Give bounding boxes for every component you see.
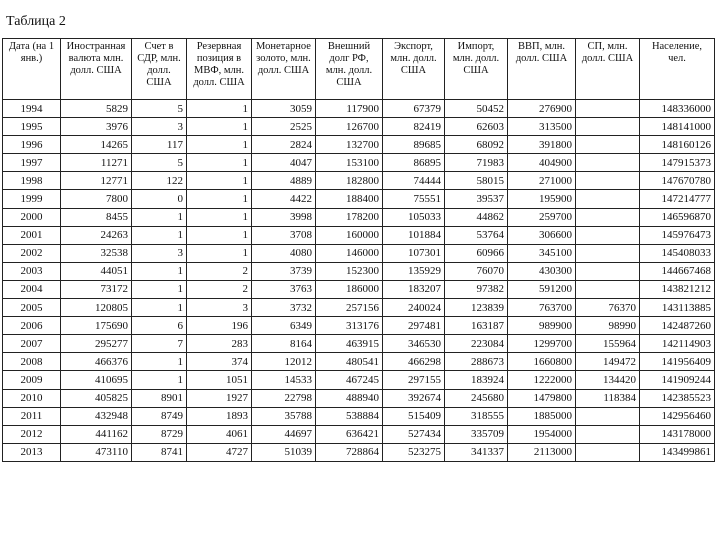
value-cell: 145976473 bbox=[640, 226, 715, 244]
value-cell: 1 bbox=[187, 208, 252, 226]
value-cell: 146596870 bbox=[640, 208, 715, 226]
value-cell: 3976 bbox=[61, 118, 132, 136]
table-row bbox=[3, 371, 715, 389]
value-cell: 5829 bbox=[61, 100, 132, 118]
value-cell: 404900 bbox=[508, 154, 576, 172]
value-cell: 4422 bbox=[252, 190, 316, 208]
value-cell: 313176 bbox=[316, 317, 383, 335]
value-cell: 391800 bbox=[508, 136, 576, 154]
value-cell: 276900 bbox=[508, 100, 576, 118]
value-cell: 134420 bbox=[576, 371, 640, 389]
value-cell: 67379 bbox=[383, 100, 445, 118]
value-cell: 44862 bbox=[445, 208, 508, 226]
value-cell: 53764 bbox=[445, 226, 508, 244]
value-cell: 763700 bbox=[508, 299, 576, 317]
value-cell: 12012 bbox=[252, 353, 316, 371]
value-cell: 3 bbox=[132, 244, 187, 262]
value-cell: 1660800 bbox=[508, 353, 576, 371]
value-cell: 163187 bbox=[445, 317, 508, 335]
value-cell: 123839 bbox=[445, 299, 508, 317]
value-cell: 1 bbox=[132, 262, 187, 280]
value-cell: 195900 bbox=[508, 190, 576, 208]
value-cell: 7800 bbox=[61, 190, 132, 208]
value-cell: 346530 bbox=[383, 335, 445, 353]
value-cell: 636421 bbox=[316, 425, 383, 443]
value-cell: 3998 bbox=[252, 208, 316, 226]
value-cell: 0 bbox=[132, 190, 187, 208]
value-cell: 105033 bbox=[383, 208, 445, 226]
value-cell: 463915 bbox=[316, 335, 383, 353]
value-cell: 1 bbox=[187, 190, 252, 208]
value-cell: 126700 bbox=[316, 118, 383, 136]
year-cell: 1995 bbox=[3, 118, 61, 136]
table-row bbox=[3, 244, 715, 262]
table-row bbox=[3, 353, 715, 371]
value-cell: 5 bbox=[132, 100, 187, 118]
value-cell: 1 bbox=[132, 226, 187, 244]
value-cell: 24263 bbox=[61, 226, 132, 244]
value-cell bbox=[576, 100, 640, 118]
value-cell: 141956409 bbox=[640, 353, 715, 371]
value-cell bbox=[576, 190, 640, 208]
value-cell: 14265 bbox=[61, 136, 132, 154]
table-row bbox=[3, 262, 715, 280]
value-cell: 1 bbox=[132, 299, 187, 317]
value-cell: 152300 bbox=[316, 262, 383, 280]
value-cell: 538884 bbox=[316, 407, 383, 425]
value-cell: 3059 bbox=[252, 100, 316, 118]
value-cell: 432948 bbox=[61, 407, 132, 425]
value-cell: 467245 bbox=[316, 371, 383, 389]
value-cell: 58015 bbox=[445, 172, 508, 190]
value-cell: 728864 bbox=[316, 443, 383, 461]
value-cell: 341337 bbox=[445, 443, 508, 461]
value-cell: 60966 bbox=[445, 244, 508, 262]
value-cell: 3732 bbox=[252, 299, 316, 317]
value-cell: 410695 bbox=[61, 371, 132, 389]
value-cell: 75551 bbox=[383, 190, 445, 208]
value-cell: 466376 bbox=[61, 353, 132, 371]
year-cell: 2000 bbox=[3, 208, 61, 226]
value-cell: 1 bbox=[132, 353, 187, 371]
value-cell: 71983 bbox=[445, 154, 508, 172]
value-cell: 3739 bbox=[252, 262, 316, 280]
value-cell: 142114903 bbox=[640, 335, 715, 353]
value-cell: 50452 bbox=[445, 100, 508, 118]
value-cell bbox=[576, 443, 640, 461]
value-cell: 1 bbox=[187, 244, 252, 262]
value-cell: 345100 bbox=[508, 244, 576, 262]
value-cell: 147915373 bbox=[640, 154, 715, 172]
value-cell: 175690 bbox=[61, 317, 132, 335]
value-cell: 117900 bbox=[316, 100, 383, 118]
value-cell: 1 bbox=[187, 172, 252, 190]
value-cell: 141909244 bbox=[640, 371, 715, 389]
value-cell: 145408033 bbox=[640, 244, 715, 262]
table-row bbox=[3, 208, 715, 226]
value-cell bbox=[576, 226, 640, 244]
column-header: Импорт, млн. долл. США bbox=[445, 39, 508, 100]
value-cell: 245680 bbox=[445, 389, 508, 407]
year-cell: 2011 bbox=[3, 407, 61, 425]
value-cell: 4889 bbox=[252, 172, 316, 190]
value-cell: 82419 bbox=[383, 118, 445, 136]
value-cell: 143113885 bbox=[640, 299, 715, 317]
value-cell bbox=[576, 154, 640, 172]
value-cell: 297155 bbox=[383, 371, 445, 389]
table-row bbox=[3, 154, 715, 172]
value-cell: 1222000 bbox=[508, 371, 576, 389]
value-cell: 306600 bbox=[508, 226, 576, 244]
value-cell: 1 bbox=[187, 154, 252, 172]
value-cell: 295277 bbox=[61, 335, 132, 353]
value-cell: 44697 bbox=[252, 425, 316, 443]
value-cell: 188400 bbox=[316, 190, 383, 208]
value-cell: 98990 bbox=[576, 317, 640, 335]
value-cell: 117 bbox=[132, 136, 187, 154]
column-header: СП, млн. долл. США bbox=[576, 39, 640, 100]
value-cell: 3 bbox=[132, 118, 187, 136]
value-cell: 441162 bbox=[61, 425, 132, 443]
value-cell: 1051 bbox=[187, 371, 252, 389]
value-cell: 51039 bbox=[252, 443, 316, 461]
year-cell: 1994 bbox=[3, 100, 61, 118]
value-cell: 4061 bbox=[187, 425, 252, 443]
value-cell: 148141000 bbox=[640, 118, 715, 136]
value-cell: 7 bbox=[132, 335, 187, 353]
value-cell: 147670780 bbox=[640, 172, 715, 190]
value-cell: 143499861 bbox=[640, 443, 715, 461]
value-cell: 6 bbox=[132, 317, 187, 335]
year-cell: 1996 bbox=[3, 136, 61, 154]
year-cell: 2001 bbox=[3, 226, 61, 244]
value-cell: 1 bbox=[187, 100, 252, 118]
value-cell: 35788 bbox=[252, 407, 316, 425]
value-cell: 2824 bbox=[252, 136, 316, 154]
value-cell: 2 bbox=[187, 280, 252, 298]
value-cell: 240024 bbox=[383, 299, 445, 317]
value-cell: 2525 bbox=[252, 118, 316, 136]
year-cell: 2007 bbox=[3, 335, 61, 353]
value-cell: 11271 bbox=[61, 154, 132, 172]
value-cell: 515409 bbox=[383, 407, 445, 425]
value-cell: 2113000 bbox=[508, 443, 576, 461]
value-cell: 4080 bbox=[252, 244, 316, 262]
year-cell: 2008 bbox=[3, 353, 61, 371]
value-cell: 86895 bbox=[383, 154, 445, 172]
value-cell: 97382 bbox=[445, 280, 508, 298]
value-cell: 1 bbox=[187, 118, 252, 136]
value-cell: 1299700 bbox=[508, 335, 576, 353]
column-header: Население, чел. bbox=[640, 39, 715, 100]
column-header: ВВП, млн. долл. США bbox=[508, 39, 576, 100]
year-cell: 2009 bbox=[3, 371, 61, 389]
column-header: Дата (на 1 янв.) bbox=[3, 39, 61, 100]
value-cell bbox=[576, 172, 640, 190]
value-cell bbox=[576, 118, 640, 136]
value-cell: 153100 bbox=[316, 154, 383, 172]
value-cell bbox=[576, 407, 640, 425]
value-cell: 3763 bbox=[252, 280, 316, 298]
year-cell: 1998 bbox=[3, 172, 61, 190]
value-cell: 473110 bbox=[61, 443, 132, 461]
value-cell: 14533 bbox=[252, 371, 316, 389]
year-cell: 2012 bbox=[3, 425, 61, 443]
value-cell: 288673 bbox=[445, 353, 508, 371]
value-cell: 1479800 bbox=[508, 389, 576, 407]
year-cell: 2002 bbox=[3, 244, 61, 262]
value-cell: 8455 bbox=[61, 208, 132, 226]
table-caption: Таблица 2 bbox=[6, 14, 66, 29]
value-cell bbox=[576, 280, 640, 298]
value-cell: 480541 bbox=[316, 353, 383, 371]
value-cell: 1 bbox=[132, 208, 187, 226]
value-cell bbox=[576, 136, 640, 154]
value-cell: 374 bbox=[187, 353, 252, 371]
column-header: Монетарное золото, млн. долл. США bbox=[252, 39, 316, 100]
value-cell: 183924 bbox=[445, 371, 508, 389]
table-body bbox=[3, 100, 715, 462]
table-row bbox=[3, 335, 715, 353]
table-row bbox=[3, 100, 715, 118]
value-cell: 392674 bbox=[383, 389, 445, 407]
value-cell: 160000 bbox=[316, 226, 383, 244]
year-cell: 2013 bbox=[3, 443, 61, 461]
value-cell: 3708 bbox=[252, 226, 316, 244]
value-cell: 76070 bbox=[445, 262, 508, 280]
value-cell: 101884 bbox=[383, 226, 445, 244]
value-cell: 107301 bbox=[383, 244, 445, 262]
value-cell: 1 bbox=[132, 371, 187, 389]
column-header: Экспорт, млн. долл. США bbox=[383, 39, 445, 100]
column-header: Внешний долг РФ, млн. долл. США bbox=[316, 39, 383, 100]
value-cell: 4047 bbox=[252, 154, 316, 172]
value-cell: 523275 bbox=[383, 443, 445, 461]
value-cell bbox=[576, 244, 640, 262]
value-cell: 313500 bbox=[508, 118, 576, 136]
value-cell: 22798 bbox=[252, 389, 316, 407]
value-cell bbox=[576, 262, 640, 280]
value-cell: 135929 bbox=[383, 262, 445, 280]
value-cell: 8164 bbox=[252, 335, 316, 353]
value-cell: 8749 bbox=[132, 407, 187, 425]
value-cell: 148336000 bbox=[640, 100, 715, 118]
value-cell: 143178000 bbox=[640, 425, 715, 443]
data-table bbox=[2, 38, 715, 462]
table-row bbox=[3, 226, 715, 244]
value-cell: 8729 bbox=[132, 425, 187, 443]
value-cell: 1 bbox=[132, 280, 187, 298]
value-cell: 1 bbox=[187, 136, 252, 154]
value-cell: 6349 bbox=[252, 317, 316, 335]
value-cell: 186000 bbox=[316, 280, 383, 298]
value-cell: 182800 bbox=[316, 172, 383, 190]
year-cell: 1997 bbox=[3, 154, 61, 172]
table-row bbox=[3, 136, 715, 154]
table-row bbox=[3, 172, 715, 190]
value-cell: 32538 bbox=[61, 244, 132, 262]
value-cell: 430300 bbox=[508, 262, 576, 280]
table-row bbox=[3, 118, 715, 136]
value-cell: 143821212 bbox=[640, 280, 715, 298]
value-cell: 178200 bbox=[316, 208, 383, 226]
table-row bbox=[3, 299, 715, 317]
value-cell: 5 bbox=[132, 154, 187, 172]
value-cell: 73172 bbox=[61, 280, 132, 298]
value-cell: 591200 bbox=[508, 280, 576, 298]
value-cell: 989900 bbox=[508, 317, 576, 335]
table-row bbox=[3, 280, 715, 298]
value-cell: 148160126 bbox=[640, 136, 715, 154]
value-cell: 149472 bbox=[576, 353, 640, 371]
column-header: Иностранная валюта млн. долл. США bbox=[61, 39, 132, 100]
value-cell: 146000 bbox=[316, 244, 383, 262]
year-cell: 2004 bbox=[3, 280, 61, 298]
value-cell: 74444 bbox=[383, 172, 445, 190]
value-cell: 142487260 bbox=[640, 317, 715, 335]
year-cell: 2003 bbox=[3, 262, 61, 280]
value-cell: 1927 bbox=[187, 389, 252, 407]
value-cell: 1893 bbox=[187, 407, 252, 425]
value-cell: 223084 bbox=[445, 335, 508, 353]
value-cell: 142385523 bbox=[640, 389, 715, 407]
value-cell: 405825 bbox=[61, 389, 132, 407]
value-cell bbox=[576, 425, 640, 443]
table-row bbox=[3, 389, 715, 407]
value-cell: 183207 bbox=[383, 280, 445, 298]
value-cell: 144667468 bbox=[640, 262, 715, 280]
value-cell: 120805 bbox=[61, 299, 132, 317]
year-cell: 2010 bbox=[3, 389, 61, 407]
value-cell: 297481 bbox=[383, 317, 445, 335]
value-cell: 62603 bbox=[445, 118, 508, 136]
value-cell: 257156 bbox=[316, 299, 383, 317]
value-cell: 132700 bbox=[316, 136, 383, 154]
value-cell: 8741 bbox=[132, 443, 187, 461]
value-cell: 122 bbox=[132, 172, 187, 190]
value-cell: 4727 bbox=[187, 443, 252, 461]
column-header: Резервная позиция в МВФ, млн. долл. США bbox=[187, 39, 252, 100]
value-cell bbox=[576, 208, 640, 226]
year-cell: 2005 bbox=[3, 299, 61, 317]
value-cell: 1954000 bbox=[508, 425, 576, 443]
value-cell: 1885000 bbox=[508, 407, 576, 425]
value-cell: 8901 bbox=[132, 389, 187, 407]
value-cell: 3 bbox=[187, 299, 252, 317]
value-cell: 12771 bbox=[61, 172, 132, 190]
value-cell: 147214777 bbox=[640, 190, 715, 208]
table-row bbox=[3, 407, 715, 425]
value-cell: 466298 bbox=[383, 353, 445, 371]
table-row bbox=[3, 190, 715, 208]
value-cell: 271000 bbox=[508, 172, 576, 190]
value-cell: 68092 bbox=[445, 136, 508, 154]
value-cell: 118384 bbox=[576, 389, 640, 407]
header-row bbox=[3, 39, 715, 100]
table-row bbox=[3, 317, 715, 335]
value-cell: 76370 bbox=[576, 299, 640, 317]
value-cell: 155964 bbox=[576, 335, 640, 353]
value-cell: 488940 bbox=[316, 389, 383, 407]
value-cell: 2 bbox=[187, 262, 252, 280]
value-cell: 142956460 bbox=[640, 407, 715, 425]
column-header: Счет в СДР, млн. долл. США bbox=[132, 39, 187, 100]
table-row bbox=[3, 425, 715, 443]
year-cell: 2006 bbox=[3, 317, 61, 335]
value-cell: 283 bbox=[187, 335, 252, 353]
table-row bbox=[3, 443, 715, 461]
value-cell: 318555 bbox=[445, 407, 508, 425]
value-cell: 89685 bbox=[383, 136, 445, 154]
value-cell: 1 bbox=[187, 226, 252, 244]
value-cell: 39537 bbox=[445, 190, 508, 208]
value-cell: 527434 bbox=[383, 425, 445, 443]
value-cell: 335709 bbox=[445, 425, 508, 443]
value-cell: 44051 bbox=[61, 262, 132, 280]
year-cell: 1999 bbox=[3, 190, 61, 208]
value-cell: 259700 bbox=[508, 208, 576, 226]
value-cell: 196 bbox=[187, 317, 252, 335]
